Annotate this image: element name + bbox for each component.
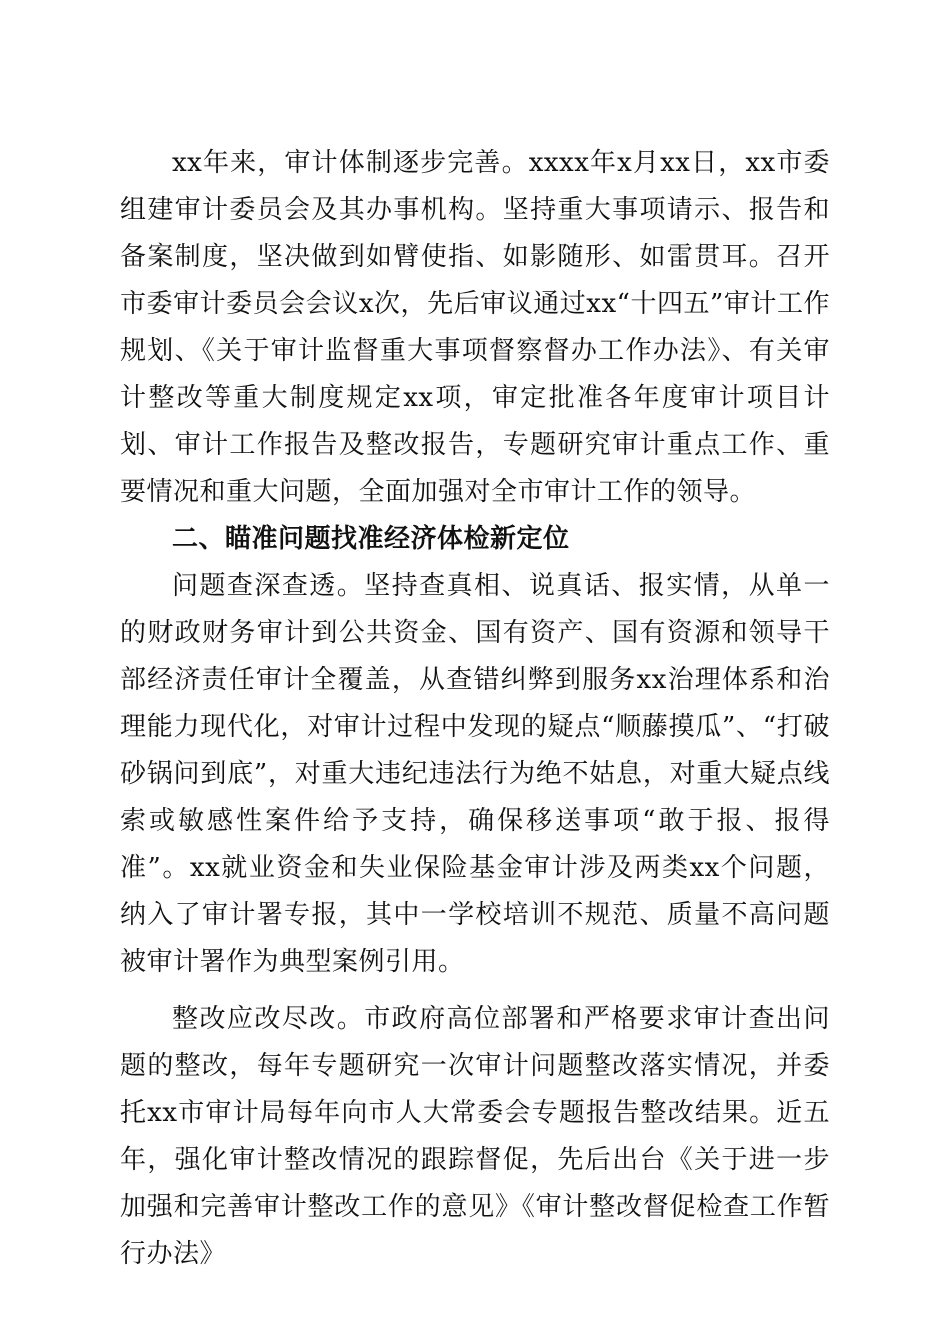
paragraph-problem-investigation: 问题查深查透。坚持查真相、说真话、报实情，从单一的财政财务审计到公共资金、国有资产、国有资源和领导干部经济责任审计全覆盖，从查错纠弊到服务xx治理体系和治理能力现代化，对审计过程中发现的疑点“顺藤摸瓜”、“打破砂锅问到底”，对重大违纪违法行为绝不姑息，对重大疑点线索或敏感性案件给予支持，确保移送事项“敢于报、报得准”。xx就业资金和失业保险基金审计涉及两类xx个问题，纳入了审计署专报，其中一学校培训不规范、质量不高问题被审计署作为典型案例引用。 [120,571,830,977]
paragraph-spacer [120,986,830,996]
document-body [120,140,830,1278]
paragraph-rectification: 整改应改尽改。市政府高位部署和严格要求审计查出问题的整改，每年专题研究一次审计问题整改落实情况，并委托xx市审计局每年向市人大常委会专题报告整改结果。近五年，强化审计整改情况的跟踪督促，先后出台《关于进一步加强和完善审计整改工作的意见》《审计整改督促检查工作暂行办法》 [120,1004,830,1269]
paragraph-audit-system: xx年来，审计体制逐步完善。xxxx年x月xx日，xx市委组建审计委员会及其办事机构。坚持重大事项请示、报告和备案制度，坚决做到如臂使指、如影随形、如雷贯耳。召开市委审计委员会会议x次，先后审议通过xx“十四五”审计工作规划、《关于审计监督重大事项督察督办工作办法》、有关审计整改等重大制度规定xx项，审定批准各年度审计项目计划、审计工作报告及整改报告，专题研究审计重点工作、重要情况和重大问题，全面加强对全市审计工作的领导。 [120,148,830,507]
section-heading: 二、瞄准问题找准经济体检新定位 [172,524,570,554]
